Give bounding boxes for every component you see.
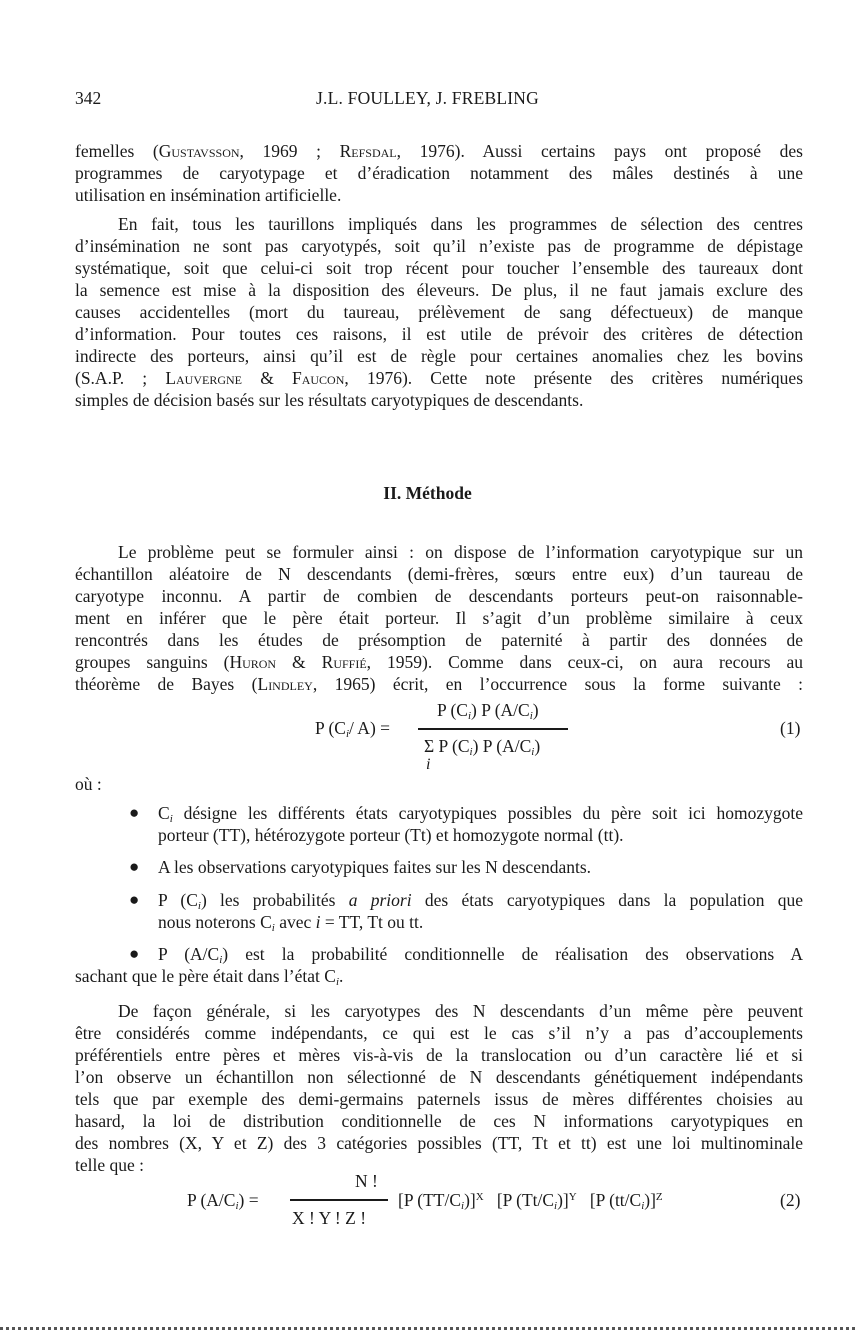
- text-line: des nombres (X, Y et Z) des 3 catégories possibles (TT, Tt et tt) est une loi multinominale: [75, 1133, 803, 1153]
- text-line: utilisation en insémination artificielle.: [75, 185, 342, 205]
- section-title: II. Méthode: [383, 483, 472, 503]
- text-line: causes accidentelles (mort du taureau, prélèvement de sang défectueux) de manque: [75, 302, 803, 322]
- text-line: groupes sanguins (Huron & Ruffié, 1959). Comme dans ceux-ci, on aura recours au: [75, 652, 803, 672]
- text-line: telle que :: [75, 1155, 145, 1175]
- text-line: (S.A.P. ; Lauvergne & Faucon, 1976). Cette note présente des critères numériques: [75, 368, 803, 388]
- equation-numerator: N !: [355, 1171, 378, 1191]
- text-line: programmes de caryotypage et d’éradication notamment des mâles destinés à une: [75, 163, 803, 183]
- text-line: la semence est mise à la disposition des éleveurs. De plus, il ne faut jamais exclure des: [75, 280, 803, 300]
- fraction-bar: [418, 728, 568, 730]
- text-line: femelles (Gustavsson, 1969 ; Refsdal, 1976). Aussi certains pays ont proposé des: [75, 141, 803, 161]
- text-line: simples de décision basés sur les résultats caryotypiques de descendants.: [75, 390, 584, 410]
- text-line: De façon générale, si les caryotypes des N descendants d’un même père peuvent: [118, 1001, 803, 1021]
- term-tt-mixed: [P $(Tt/C_i)]^Y$: [496, 1190, 577, 1212]
- equation-numerator: P $(C_i)$ P $(A/C_i)$: [437, 700, 539, 722]
- text-line: ment en inférer que le père était porteur. Il s’agit d’un problème similaire à ceux: [75, 608, 803, 628]
- bullet-icon: ●: [129, 944, 140, 963]
- bullet-icon: ●: [129, 857, 140, 876]
- page-edge-divider: [0, 1327, 855, 1330]
- sum-index: i: [426, 756, 431, 773]
- text-line: l’on observe un échantillon non sélectionné de N descendants génétiquement indépendants: [75, 1067, 803, 1087]
- text-line: d’insémination ne sont pas caryotypés, soit qu’il n’existe pas de programme de dépistage: [75, 236, 803, 256]
- term-tt-upper: [P $(TT/C_i)]^X$: [398, 1190, 484, 1212]
- equation-denominator: X ! Y ! Z !: [292, 1208, 367, 1228]
- equation-lhs: P ($C_i/$ A) =: [315, 718, 391, 740]
- citation-author: Refsdal: [339, 141, 397, 161]
- text-line: A les observations caryotypiques faites sur les N descendants.: [158, 857, 592, 877]
- text-line: théorème de Bayes (Lindley, 1965) écrit, en l’occurrence sous la forme suivante :: [75, 674, 803, 694]
- page-number: 342: [75, 88, 102, 108]
- citation-author: Faucon: [291, 368, 345, 388]
- equation-denominator: Σ P $(C_i)$ P $(A/C_i)$: [424, 736, 541, 758]
- citation-author: Lindley: [257, 674, 313, 694]
- text-line: d’information. Pour toutes ces raisons, il est utile de prévoir des critères de détection: [75, 324, 803, 344]
- text-line: nous noterons $C_i$ avec i = TT, Tt ou tt.: [158, 912, 424, 934]
- citation-author: Huron: [229, 652, 277, 672]
- equation-number: (2): [780, 1190, 801, 1210]
- text-line: $C_i$ désigne les différents états caryotypiques possibles du père soit ici homozygote: [158, 803, 803, 825]
- equation-lhs: P $(A/C_i)$ =: [187, 1190, 259, 1212]
- text-line: sachant que le père était dans l’état $C_i$.: [75, 966, 344, 988]
- citation-author: Lauvergne: [165, 368, 243, 388]
- text-line: hasard, la loi de distribution conditionnelle de ces N informations caryotypiques en: [75, 1111, 803, 1131]
- citation-author: Gustavsson: [158, 141, 240, 161]
- running-title: J.L. FOULLEY, J. FREBLING: [316, 88, 539, 108]
- text-line: systématique, soit que celui-ci soit trop récent pour toucher l’ensemble des taureaux dont: [75, 258, 803, 278]
- text-line: porteur (TT), hétérozygote porteur (Tt) et homozygote normal (tt).: [158, 825, 624, 845]
- bullet-icon: ●: [129, 890, 140, 909]
- text-line: En fait, tous les taurillons impliqués dans les programmes de sélection des centres: [118, 214, 803, 234]
- bullet-icon: ●: [129, 803, 140, 822]
- text-line: indirecte des porteurs, ainsi qu’il est de règle pour certaines anomalies chez les bovins: [75, 346, 803, 366]
- fraction-bar: [290, 1199, 388, 1201]
- text-line: caryotype inconnu. A partir de combien de descendants porteurs peut-on raisonnable-: [75, 586, 803, 606]
- text-line: être considérés comme indépendants, ce qui est le cas s’il n’y a pas d’accouplements: [75, 1023, 803, 1043]
- text-line: Le problème peut se formuler ainsi : on dispose de l’information caryotypique sur un: [118, 542, 803, 562]
- citation-author: Ruffié: [321, 652, 367, 672]
- text-line: échantillon aléatoire de N descendants (demi-frères, sœurs entre eux) d’un taureau de: [75, 564, 803, 584]
- where-label: où :: [75, 774, 102, 794]
- equation-number: (1): [780, 718, 801, 738]
- text-line: P $(A/C_i)$ est la probabilité conditionnelle de réalisation des observations A: [158, 944, 803, 966]
- term-tt-lower: [P $(tt/C_i)]^Z$: [589, 1190, 663, 1212]
- text-line: tels que par exemple des demi-germains paternels issus de mères différentes choisies au: [75, 1089, 803, 1109]
- text-line: rencontrés dans les études de présomption de paternité à partir des données de: [75, 630, 803, 650]
- text-line: P $(C_i)$ les probabilités a priori des états caryotypiques dans la population que: [158, 890, 803, 912]
- equation-terms: [398, 1190, 663, 1212]
- text-line: préférentiels entre pères et mères vis-à-vis de la translocation ou d’un caractère lié et si: [75, 1045, 803, 1065]
